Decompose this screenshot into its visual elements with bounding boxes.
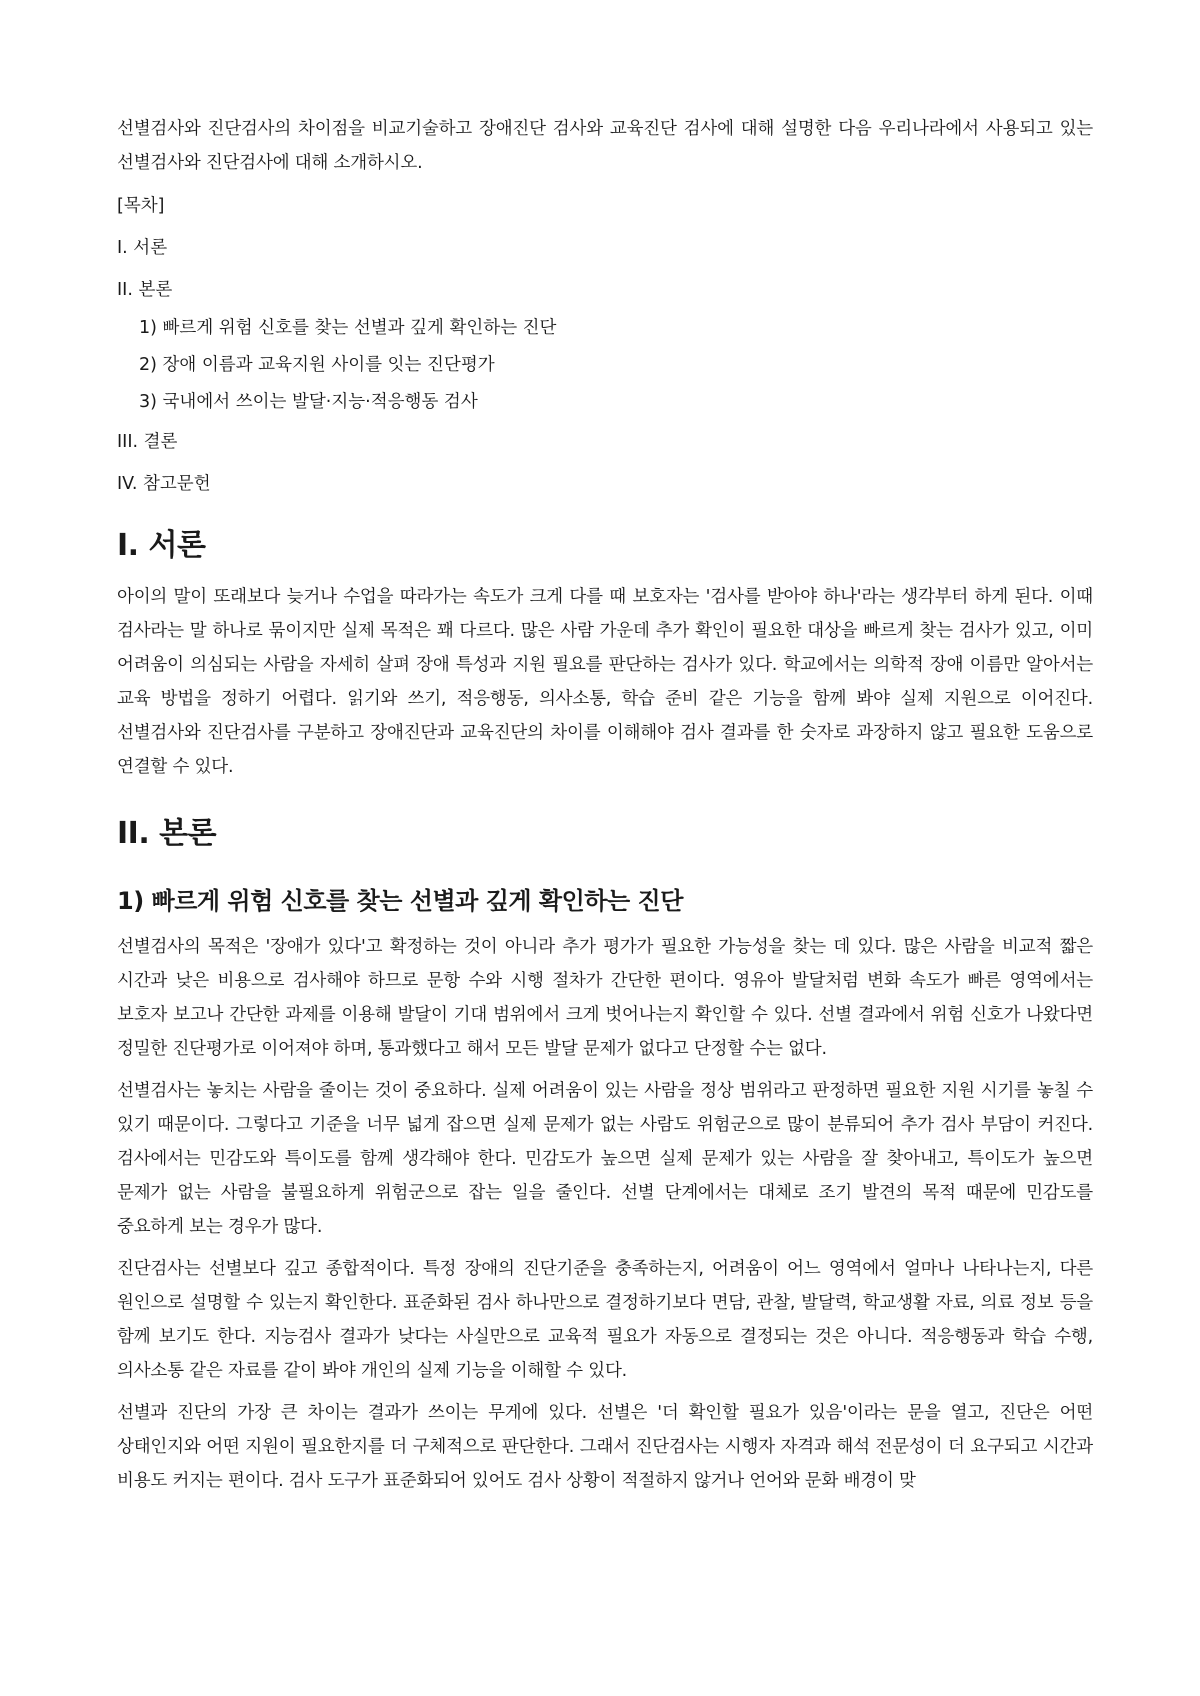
toc-subitem-2: 2) 장애 이름과 교육지원 사이를 잇는 진단평가 <box>139 355 495 375</box>
toc-subitem-1: 1) 빠르게 위험 신호를 찾는 선별과 깊게 확인하는 진단 <box>139 318 557 338</box>
toc-item-references: IV. 참고문헌 <box>117 474 211 494</box>
intro-heading: I. 서론 <box>117 528 206 563</box>
toc-item-intro: I. 서론 <box>117 238 168 258</box>
toc-subitem-3: 3) 국내에서 쓰이는 발달·지능·적응행동 검사 <box>139 392 478 412</box>
section1-paragraph-1: 선별검사의 목적은 '장애가 있다'고 확정하는 것이 아니라 추가 평가가 필요한 가능성을 찾는 데 있다. 많은 사람을 비교적 짧은 시간과 낮은 비용으로 검사해야 하므로 문항 수와 시행 절차가 간단한 편이다. 영유아 발달처럼 변화 속도가 빠른 영역에서는 보호자 보고나 간단한 과제를 이용해 발달이 기대 범위에서 크게 벗어나는지 확인할 수 있다. 선별 결과에서 위험 신호가 나왔다면 정밀한 진단평가로 이어져야 하며, 통과했다고 해서 모든 발달 문제가 없다고 단정할 수는 없다. <box>117 937 1093 1059</box>
toc-label: [목차] <box>117 196 165 216</box>
section1-paragraph-3: 진단검사는 선별보다 깊고 종합적이다. 특정 장애의 진단기준을 충족하는지, 어려움이 어느 영역에서 얼마나 나타나는지, 다른 원인으로 설명할 수 있는지 확인한다. 표준화된 검사 하나만으로 결정하기보다 면담, 관찰, 발달력, 학교생활 자료, 의료 정보 등을 함께 보기도 한다. 지능검사 결과가 낮다는 사실만으로 교육적 필요가 자동으로 결정되는 것은 아니다. 적응행동과 학습 수행, 의사소통 같은 자료를 같이 봐야 개인의 실제 기능을 이해할 수 있다. <box>117 1259 1093 1381</box>
toc-item-body: II. 본론 <box>117 280 173 300</box>
section1-heading: 1) 빠르게 위험 신호를 찾는 선별과 깊게 확인하는 진단 <box>117 887 683 915</box>
toc-item-conclusion: III. 결론 <box>117 432 178 452</box>
body-heading: II. 본론 <box>117 816 217 851</box>
document-page <box>117 112 1093 1506</box>
intro-paragraph: 아이의 말이 또래보다 늦거나 수업을 따라가는 속도가 크게 다를 때 보호자는 '검사를 받아야 하나'라는 생각부터 하게 된다. 이때 검사라는 말 하나로 묶이지만 실제 목적은 꽤 다르다. 많은 사람 가운데 추가 확인이 필요한 대상을 빠르게 찾는 검사가 있고, 이미 어려움이 의심되는 사람을 자세히 살펴 장애 특성과 지원 필요를 판단하는 검사가 있다. 학교에서는 의학적 장애 이름만 알아서는 교육 방법을 정하기 어렵다. 읽기와 쓰기, 적응행동, 의사소통, 학습 준비 같은 기능을 함께 봐야 실제 지원으로 이어진다. 선별검사와 진단검사를 구분하고 장애진단과 교육진단의 차이를 이해해야 검사 결과를 한 숫자로 과장하지 않고 필요한 도움으로 연결할 수 있다. <box>117 587 1093 777</box>
question-text: 선별검사와 진단검사의 차이점을 비교기술하고 장애진단 검사와 교육진단 검사에 대해 설명한 다음 우리나라에서 사용되고 있는 선별검사와 진단검사에 대해 소개하시오. <box>117 119 1093 173</box>
section1-paragraph-2: 선별검사는 놓치는 사람을 줄이는 것이 중요하다. 실제 어려움이 있는 사람을 정상 범위라고 판정하면 필요한 지원 시기를 놓칠 수 있기 때문이다. 그렇다고 기준을 너무 넓게 잡으면 실제 문제가 없는 사람도 위험군으로 많이 분류되어 추가 검사 부담이 커진다. 검사에서는 민감도와 특이도를 함께 생각해야 한다. 민감도가 높으면 실제 문제가 있는 사람을 잘 찾아내고, 특이도가 높으면 문제가 없는 사람을 불필요하게 위험군으로 잡는 일을 줄인다. 선별 단계에서는 대체로 조기 발견의 목적 때문에 민감도를 중요하게 보는 경우가 많다. <box>117 1081 1093 1237</box>
section1-paragraph-4: 선별과 진단의 가장 큰 차이는 결과가 쓰이는 무게에 있다. 선별은 '더 확인할 필요가 있음'이라는 문을 열고, 진단은 어떤 상태인지와 어떤 지원이 필요한지를 더 구체적으로 판단한다. 그래서 진단검사는 시행자 자격과 해석 전문성이 더 요구되고 시간과 비용도 커지는 편이다. 검사 도구가 표준화되어 있어도 검사 상황이 적절하지 않거나 언어와 문화 배경이 맞 <box>117 1403 1093 1491</box>
